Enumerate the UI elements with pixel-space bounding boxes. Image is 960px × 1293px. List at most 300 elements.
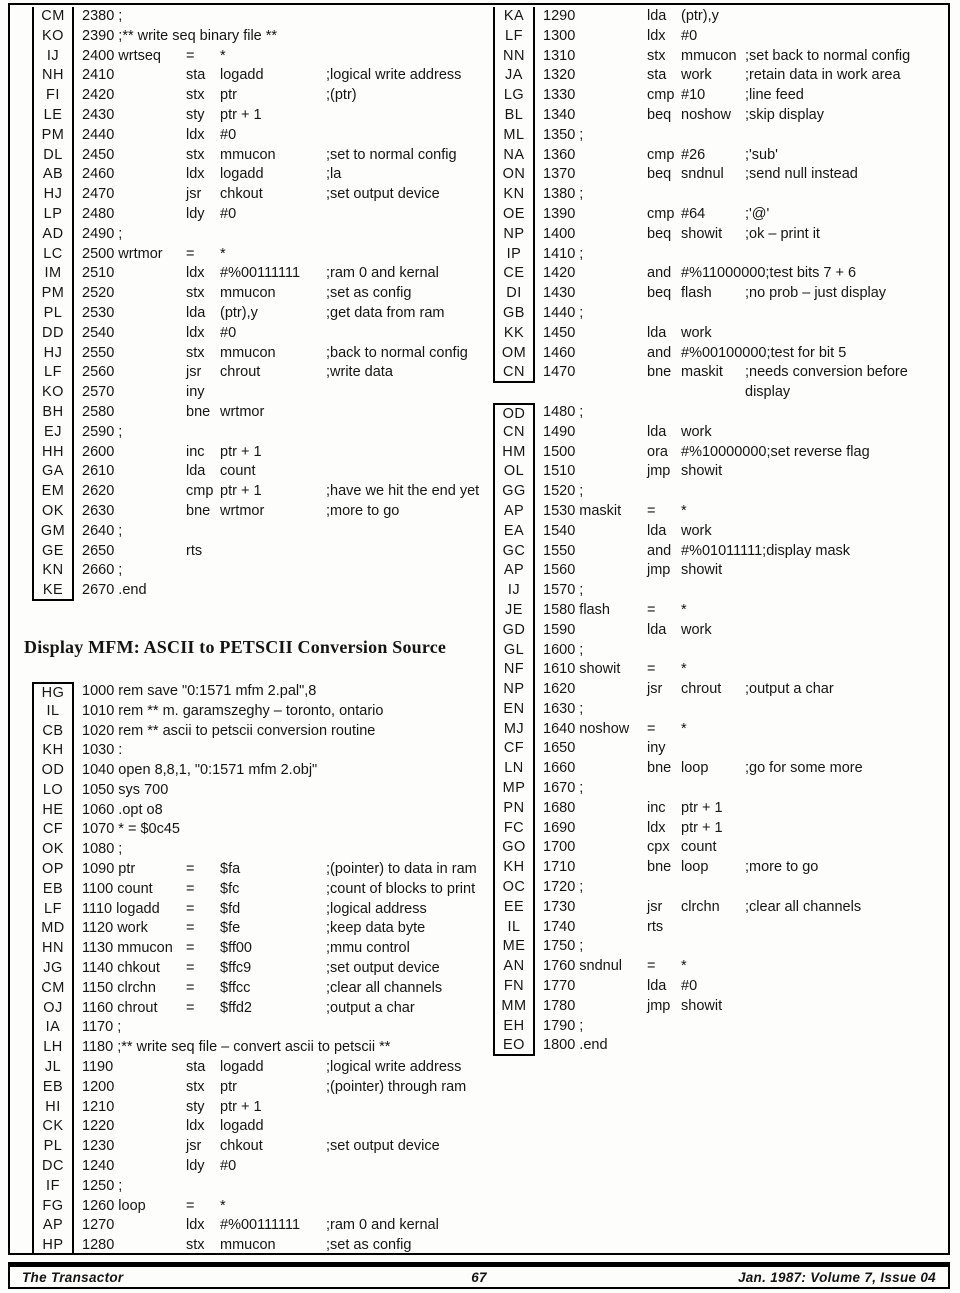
opcode: and bbox=[647, 542, 672, 559]
opcode: jsr bbox=[186, 364, 202, 381]
comment: ;skip display bbox=[745, 106, 824, 123]
code-line bbox=[493, 7, 948, 27]
code-line bbox=[493, 542, 948, 562]
code-line bbox=[493, 660, 948, 680]
operand: #0 bbox=[681, 978, 698, 995]
comment: ;set output device bbox=[326, 186, 440, 203]
opcode: = bbox=[186, 880, 195, 897]
comment: ;go for some more bbox=[745, 760, 863, 777]
code-text bbox=[82, 1177, 186, 1197]
line-number-and-label: 1440 ; bbox=[543, 304, 584, 321]
code-text bbox=[82, 722, 375, 742]
checksum-code: OC bbox=[493, 878, 535, 898]
line-number-and-label: 1430 bbox=[543, 285, 576, 302]
opcode: stx bbox=[186, 1237, 205, 1254]
checksum-code: DL bbox=[32, 146, 74, 166]
line-number-and-label: 1770 bbox=[543, 978, 576, 995]
code-text bbox=[82, 383, 220, 403]
code-text bbox=[543, 324, 745, 344]
code-text bbox=[82, 1098, 326, 1118]
line-number-and-label: 2530 bbox=[82, 304, 115, 321]
line-number-and-label: 1610 showit bbox=[543, 661, 621, 678]
checksum-code: GB bbox=[493, 304, 535, 324]
line-number-and-label: 1150 clrchn bbox=[82, 979, 156, 996]
code-line bbox=[493, 858, 948, 878]
line-number-and-label: 1120 work bbox=[82, 920, 148, 937]
code-text bbox=[82, 423, 186, 443]
code-text bbox=[543, 284, 886, 304]
code-line bbox=[32, 1236, 479, 1255]
code-text bbox=[82, 126, 326, 146]
opcode: ldx bbox=[186, 324, 205, 341]
operand: #0 bbox=[220, 1158, 237, 1175]
comment: ;needs conversion before bbox=[745, 364, 908, 381]
operand: showit bbox=[681, 463, 723, 480]
code-line bbox=[32, 919, 479, 939]
operand: ptr + 1 bbox=[681, 799, 723, 816]
code-line bbox=[32, 205, 479, 225]
line-number-and-label: 1760 sndnul bbox=[543, 958, 623, 975]
operand: clrchn bbox=[681, 898, 720, 915]
checksum-code: AD bbox=[32, 225, 74, 245]
checksum-code: LE bbox=[32, 106, 74, 126]
code-line bbox=[493, 462, 948, 482]
checksum-code: ME bbox=[493, 937, 535, 957]
code-text bbox=[543, 443, 870, 463]
comment: ;get data from ram bbox=[326, 304, 445, 321]
line-number-and-label: 2650 bbox=[82, 542, 115, 559]
code-text bbox=[82, 363, 393, 383]
checksum-code: JE bbox=[493, 601, 535, 621]
opcode: ldx bbox=[186, 1217, 205, 1234]
opcode: bne bbox=[186, 403, 211, 420]
checksum-code: KO bbox=[32, 383, 74, 403]
checksum-code: LN bbox=[493, 759, 535, 779]
code-text bbox=[82, 462, 326, 482]
comment: ;set as config bbox=[326, 285, 412, 302]
checksum-code: HE bbox=[32, 801, 74, 821]
code-text bbox=[82, 741, 186, 761]
checksum-code: NA bbox=[493, 146, 535, 166]
code-line bbox=[493, 641, 948, 661]
line-number-and-label: 1260 loop bbox=[82, 1197, 146, 1214]
code-text bbox=[543, 858, 818, 878]
checksum-code: GG bbox=[493, 482, 535, 502]
opcode: iny bbox=[186, 384, 205, 401]
code-line-continuation bbox=[493, 383, 948, 403]
line-number-and-label: 1530 maskit bbox=[543, 502, 622, 519]
code-line bbox=[493, 720, 948, 740]
comment: ;(ptr) bbox=[326, 87, 357, 104]
code-line bbox=[493, 561, 948, 581]
code-text bbox=[543, 720, 745, 740]
code-line bbox=[32, 106, 479, 126]
code-line bbox=[493, 997, 948, 1017]
code-text bbox=[543, 660, 745, 680]
line-number-and-label: 2430 bbox=[82, 106, 115, 123]
code-text bbox=[543, 561, 745, 581]
opcode: jsr bbox=[186, 186, 202, 203]
code-text bbox=[82, 7, 186, 27]
code-text bbox=[543, 225, 820, 245]
checksum-code: IM bbox=[32, 264, 74, 284]
line-number-and-label: 1100 count bbox=[82, 880, 153, 897]
operand: mmucon bbox=[220, 146, 276, 163]
line-number-and-label: 1800 .end bbox=[543, 1037, 608, 1054]
checksum-code: OK bbox=[32, 840, 74, 860]
checksum-code: NN bbox=[493, 47, 535, 67]
code-line bbox=[32, 979, 479, 999]
checksum-code: EM bbox=[32, 482, 74, 502]
code-text bbox=[543, 819, 745, 839]
line-number-and-label: 1780 bbox=[543, 997, 576, 1014]
line-number-and-label: 1740 bbox=[543, 918, 576, 935]
operand: * bbox=[681, 661, 687, 678]
line-number-and-label: 2500 wrtmor bbox=[82, 245, 163, 262]
opcode: = bbox=[647, 502, 656, 519]
opcode: bne bbox=[186, 502, 211, 519]
opcode: = bbox=[186, 979, 195, 996]
checksum-code: LO bbox=[32, 781, 74, 801]
code-line bbox=[32, 781, 479, 801]
listing-conversion-source-part-2 bbox=[493, 7, 948, 403]
code-text bbox=[543, 304, 647, 324]
line-number-and-label: 1040 open 8,8,1, "0:1571 mfm 2.obj" bbox=[82, 762, 318, 779]
code-line bbox=[32, 959, 479, 979]
code-line bbox=[493, 443, 948, 463]
opcode: sta bbox=[186, 1059, 206, 1076]
line-number-and-label: 1290 bbox=[543, 8, 576, 24]
code-line bbox=[493, 937, 948, 957]
code-line bbox=[32, 185, 479, 205]
operand: * bbox=[681, 601, 687, 618]
line-number-and-label: 2560 bbox=[82, 364, 115, 381]
line-number-and-label: 2580 bbox=[82, 403, 115, 420]
checksum-code: HG bbox=[32, 682, 74, 702]
operand: count bbox=[681, 839, 717, 856]
code-line bbox=[32, 47, 479, 67]
code-text bbox=[543, 759, 863, 779]
code-text bbox=[82, 581, 186, 601]
operand: $ffcc bbox=[220, 979, 251, 996]
comment: ;line feed bbox=[745, 87, 804, 104]
code-text bbox=[543, 898, 861, 918]
checksum-code: CF bbox=[32, 820, 74, 840]
checksum-code: FG bbox=[32, 1197, 74, 1217]
code-text bbox=[543, 997, 745, 1017]
opcode: ldy bbox=[186, 1158, 205, 1175]
checksum-code: HJ bbox=[32, 185, 74, 205]
checksum-code: OJ bbox=[32, 999, 74, 1019]
left-column bbox=[10, 5, 479, 1253]
line-number-and-label: 1000 rem save "0:1571 mfm 2.pal",8 bbox=[82, 682, 317, 699]
code-text bbox=[82, 1058, 461, 1078]
line-number-and-label: 2640 ; bbox=[82, 522, 123, 539]
code-line bbox=[32, 502, 479, 522]
code-line bbox=[32, 1078, 479, 1098]
opcode: sta bbox=[186, 67, 206, 84]
operand: ptr + 1 bbox=[220, 106, 262, 123]
code-text bbox=[82, 682, 316, 702]
code-text bbox=[543, 502, 745, 522]
code-text bbox=[543, 739, 681, 759]
opcode: stx bbox=[186, 1078, 205, 1095]
code-line bbox=[32, 344, 479, 364]
line-number-and-label: 2510 bbox=[82, 265, 115, 282]
line-number-and-label: 1750 ; bbox=[543, 938, 584, 955]
line-number-and-label: 1030 : bbox=[82, 742, 123, 759]
comment: ;clear all channels bbox=[326, 979, 443, 996]
checksum-code: GE bbox=[32, 542, 74, 562]
code-line bbox=[493, 47, 948, 67]
code-line bbox=[493, 146, 948, 166]
code-line bbox=[32, 165, 479, 185]
checksum-code: AB bbox=[32, 165, 74, 185]
footer-page-number: 67 bbox=[471, 1269, 487, 1285]
code-text bbox=[543, 779, 647, 799]
checksum-code: JG bbox=[32, 959, 74, 979]
code-line bbox=[493, 284, 948, 304]
code-line bbox=[32, 264, 479, 284]
code-line bbox=[493, 403, 948, 423]
checksum-code: OD bbox=[493, 403, 535, 423]
checksum-code: NH bbox=[32, 66, 74, 86]
code-line bbox=[493, 106, 948, 126]
right-column bbox=[479, 5, 948, 1253]
line-number-and-label: 1670 ; bbox=[543, 780, 584, 797]
listing-conversion-source-part-1 bbox=[32, 682, 479, 1255]
checksum-code: LH bbox=[32, 1038, 74, 1058]
operand: logadd bbox=[220, 1059, 264, 1076]
opcode: = bbox=[647, 661, 656, 678]
code-text bbox=[82, 999, 415, 1019]
opcode: = bbox=[647, 720, 656, 737]
code-text bbox=[82, 1078, 466, 1098]
line-number-and-label: 1200 bbox=[82, 1078, 115, 1095]
code-line bbox=[32, 462, 479, 482]
operand: #%10000000 bbox=[681, 443, 767, 460]
code-line bbox=[32, 304, 479, 324]
footer-issue-label: Jan. 1987: Volume 7, Issue 04 bbox=[737, 1269, 936, 1285]
line-number-and-label: 1250 ; bbox=[82, 1177, 123, 1194]
operand: loop bbox=[681, 859, 709, 876]
operand: work bbox=[681, 621, 712, 638]
code-line bbox=[493, 957, 948, 977]
operand: chrout bbox=[220, 364, 261, 381]
operand: noshow bbox=[681, 106, 731, 123]
operand: ptr + 1 bbox=[220, 443, 262, 460]
code-line bbox=[493, 304, 948, 324]
code-text bbox=[543, 601, 745, 621]
code-text bbox=[543, 957, 745, 977]
checksum-code: OE bbox=[493, 205, 535, 225]
code-line bbox=[32, 761, 479, 781]
comment: ;retain data in work area bbox=[745, 67, 901, 84]
code-text bbox=[543, 86, 804, 106]
checksum-code: OP bbox=[32, 860, 74, 880]
code-text bbox=[543, 106, 824, 126]
checksum-code: EH bbox=[493, 1017, 535, 1037]
checksum-code: KO bbox=[32, 27, 74, 47]
opcode: rts bbox=[186, 542, 203, 559]
opcode: ldx bbox=[186, 126, 205, 143]
code-text bbox=[543, 522, 745, 542]
opcode: lda bbox=[647, 8, 667, 24]
footer-magazine-name: The Transactor bbox=[22, 1269, 124, 1285]
comment: ;have we hit the end yet bbox=[326, 483, 480, 500]
code-line bbox=[493, 165, 948, 185]
operand: work bbox=[681, 423, 712, 440]
code-text bbox=[543, 383, 790, 403]
opcode: = bbox=[186, 940, 195, 957]
checksum-spacer bbox=[493, 383, 535, 403]
checksum-code: EB bbox=[32, 1078, 74, 1098]
code-line bbox=[32, 542, 479, 562]
code-text bbox=[82, 264, 439, 284]
code-text bbox=[543, 680, 834, 700]
checksum-code: AP bbox=[493, 502, 535, 522]
checksum-code: HN bbox=[32, 939, 74, 959]
line-number-and-label: 1510 bbox=[543, 463, 576, 480]
code-text bbox=[543, 878, 647, 898]
line-number-and-label: 2470 bbox=[82, 186, 115, 203]
code-text bbox=[543, 264, 856, 284]
code-text bbox=[543, 47, 910, 67]
line-number-and-label: 1660 bbox=[543, 760, 576, 777]
code-line bbox=[32, 363, 479, 383]
code-text bbox=[82, 1018, 186, 1038]
code-text bbox=[82, 801, 186, 821]
code-text bbox=[82, 146, 457, 166]
line-number-and-label: 1480 ; bbox=[543, 403, 584, 420]
comment: ;more to go bbox=[326, 502, 400, 519]
line-number-and-label: 2490 ; bbox=[82, 225, 123, 242]
opcode: inc bbox=[186, 443, 205, 460]
code-line bbox=[32, 999, 479, 1019]
checksum-code: KN bbox=[493, 185, 535, 205]
checksum-code: GO bbox=[493, 838, 535, 858]
operand: * bbox=[220, 1197, 226, 1214]
code-text bbox=[82, 820, 186, 840]
code-text bbox=[543, 641, 647, 661]
opcode: ldx bbox=[186, 166, 205, 183]
opcode: = bbox=[186, 900, 195, 917]
operand: mmucon bbox=[220, 1237, 276, 1254]
opcode: ldx bbox=[186, 1118, 205, 1135]
checksum-code: OL bbox=[493, 462, 535, 482]
line-number-and-label: 1330 bbox=[543, 87, 576, 104]
line-number-and-label: 2610 bbox=[82, 463, 115, 480]
operand: mmucon bbox=[220, 285, 276, 302]
code-text bbox=[82, 185, 440, 205]
line-number-and-label: 1090 ptr bbox=[82, 861, 136, 878]
checksum-code: EN bbox=[493, 700, 535, 720]
line-number-and-label: 2520 bbox=[82, 285, 115, 302]
code-text bbox=[82, 324, 326, 344]
code-line bbox=[493, 482, 948, 502]
checksum-code: FI bbox=[32, 86, 74, 106]
line-number-and-label: 2620 bbox=[82, 483, 115, 500]
code-line bbox=[32, 801, 479, 821]
line-number-and-label: 2630 bbox=[82, 502, 115, 519]
checksum-code: AP bbox=[493, 561, 535, 581]
code-line bbox=[32, 66, 479, 86]
checksum-code: IF bbox=[32, 1177, 74, 1197]
opcode: cmp bbox=[647, 87, 675, 104]
code-line bbox=[32, 1038, 479, 1058]
comment: ;logical write address bbox=[326, 67, 462, 84]
comment: ;set to normal config bbox=[326, 146, 457, 163]
code-line bbox=[32, 324, 479, 344]
checksum-code: EJ bbox=[32, 423, 74, 443]
operand: ptr + 1 bbox=[220, 483, 262, 500]
operand: loop bbox=[681, 760, 709, 777]
operand: $fc bbox=[220, 880, 240, 897]
opcode: beq bbox=[647, 106, 672, 123]
operand: #64 bbox=[681, 205, 706, 222]
code-line bbox=[493, 799, 948, 819]
comment: ;(pointer) through ram bbox=[326, 1078, 467, 1095]
comment: ;ram 0 and kernal bbox=[326, 265, 439, 282]
opcode: stx bbox=[186, 146, 205, 163]
checksum-code: IP bbox=[493, 245, 535, 265]
operand: showit bbox=[681, 997, 723, 1014]
code-line bbox=[32, 581, 479, 601]
operand: #0 bbox=[220, 324, 237, 341]
checksum-code: LP bbox=[32, 205, 74, 225]
comment: ;set back to normal config bbox=[745, 47, 911, 64]
checksum-code: NF bbox=[493, 660, 535, 680]
operand: showit bbox=[681, 562, 723, 579]
operand: * bbox=[681, 958, 687, 975]
operand: chrout bbox=[681, 681, 722, 698]
line-number-and-label: 1700 bbox=[543, 839, 576, 856]
operand: #0 bbox=[681, 27, 698, 44]
opcode: cmp bbox=[647, 146, 675, 163]
line-number-and-label: 1160 chrout bbox=[82, 999, 158, 1016]
operand: ptr + 1 bbox=[681, 819, 723, 836]
code-text bbox=[82, 542, 220, 562]
checksum-code: IJ bbox=[32, 47, 74, 67]
comment: ;set output device bbox=[326, 1138, 440, 1155]
code-line bbox=[32, 245, 479, 265]
code-line bbox=[493, 66, 948, 86]
code-line bbox=[32, 1157, 479, 1177]
checksum-code: NP bbox=[493, 225, 535, 245]
code-text bbox=[82, 860, 477, 880]
checksum-code: HP bbox=[32, 1236, 74, 1255]
checksum-code: LF bbox=[493, 27, 535, 47]
opcode: bne bbox=[647, 364, 672, 381]
comment: ;ram 0 and kernal bbox=[326, 1217, 439, 1234]
opcode: lda bbox=[647, 621, 667, 638]
checksum-code: KA bbox=[493, 7, 535, 27]
checksum-code: EB bbox=[32, 880, 74, 900]
line-number-and-label: 1350 ; bbox=[543, 126, 584, 143]
code-line bbox=[493, 759, 948, 779]
line-number-and-label: 1240 bbox=[82, 1158, 115, 1175]
opcode: = bbox=[186, 920, 195, 937]
code-line bbox=[493, 601, 948, 621]
code-text bbox=[82, 1137, 440, 1157]
line-number-and-label: 1190 bbox=[82, 1059, 114, 1076]
checksum-code: LG bbox=[493, 86, 535, 106]
opcode: lda bbox=[647, 423, 667, 440]
checksum-code: FN bbox=[493, 977, 535, 997]
opcode: cmp bbox=[647, 205, 675, 222]
code-line bbox=[32, 702, 479, 722]
opcode: stx bbox=[186, 285, 205, 302]
